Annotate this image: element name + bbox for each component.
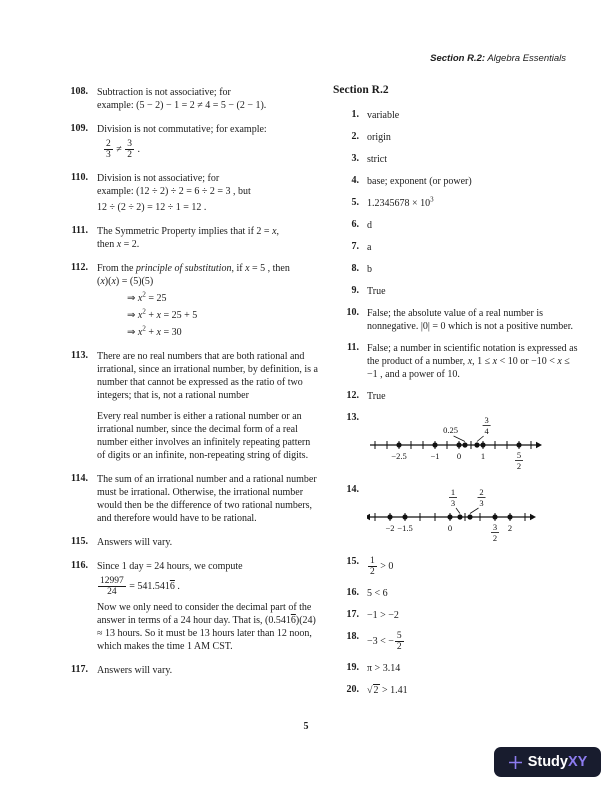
problem-number: 108.: [70, 86, 88, 97]
svg-text:2: 2: [492, 533, 498, 543]
svg-text:3: 3: [484, 415, 489, 425]
running-header-section: Section R.2:: [430, 53, 486, 64]
answer-10: [333, 307, 578, 333]
problem-116: [60, 560, 319, 653]
answer-16: [333, 587, 578, 600]
answer-3: [333, 153, 578, 166]
problem-body: The Symmetric Property implies that if 2 = x, then x = 2.: [97, 225, 280, 250]
answer-15: [333, 556, 578, 578]
problem-112: [60, 262, 319, 339]
problem-body: Since 1 day = 24 hours, we compute $\frac{12997}{24}$ = 541.5416 . Now we only need to consider the decimal part of the answer in terms of a 24 hour day. That is, (0.5416)(24) ≈ 13 hours. So it must be 13 hours later than 12 noon, which makes the time 1 AM CST.: [97, 560, 316, 652]
answer-14: [333, 484, 578, 547]
svg-text:−2.5: −2.5: [391, 451, 407, 461]
answer-body: π > 3.14: [367, 662, 401, 674]
svg-text:1: 1: [450, 487, 456, 497]
answer-1: [333, 109, 578, 122]
answer-body: False; a number in scientific notation is expressed as the product of a number, x, 1 ≤ x < 10 or −10 < x ≤ −1 , and a power of 10.: [367, 343, 578, 380]
answer-number: 19.: [346, 661, 359, 673]
svg-text:2: 2: [507, 523, 513, 533]
answer-2: [333, 131, 578, 144]
right-column: [333, 84, 578, 706]
answer-number: 11.: [347, 342, 359, 353]
answer-body: √2 > 1.41: [367, 684, 408, 696]
answer-body: 5 < 6: [367, 587, 388, 599]
answer-number: 8.: [351, 263, 359, 274]
number-line-figure-14: [367, 485, 541, 547]
answer-body: variable: [367, 110, 400, 121]
svg-text:3: 3: [492, 522, 498, 532]
answer-body: [367, 412, 578, 475]
answer-18: [333, 631, 578, 653]
plus-icon: [508, 755, 523, 770]
answer-number: 16.: [346, 586, 359, 598]
answer-6: [333, 219, 578, 232]
problem-117: [60, 664, 319, 677]
svg-text:−1: −1: [430, 451, 440, 461]
number-line-figure-13: [367, 413, 547, 475]
left-column: [60, 86, 319, 688]
answer-8: [333, 263, 578, 276]
problem-body: Division is not associative; for example: (12 ÷ 2) ÷ 2 = 6 ÷ 2 = 3 , but 12 ÷ (2 ÷ 2) = 12 ÷ 1 = 12 .: [97, 172, 251, 213]
svg-text:5: 5: [516, 450, 522, 460]
svg-text:0: 0: [456, 451, 462, 461]
answer-body: True: [367, 286, 386, 297]
svg-text:3: 3: [450, 498, 456, 508]
running-header: [430, 53, 566, 64]
problem-number: 115.: [71, 535, 88, 547]
answer-number: 15.: [346, 556, 359, 567]
answer-number: 13.: [346, 412, 359, 423]
answer-body: b: [367, 264, 372, 275]
problem-109: [60, 123, 319, 161]
problem-body: Answers will vary.: [97, 664, 173, 676]
answer-number: 20.: [346, 683, 359, 695]
problem-body: The sum of an irrational number and a rational number must be irrational. Otherwise, the irrational number would then be the difference of two rational numbers, and therefore would have to be rational.: [97, 473, 317, 524]
problem-number: 117.: [71, 663, 88, 675]
running-header-title: Algebra Essentials: [485, 53, 566, 64]
answer-number: 1.: [351, 109, 359, 120]
studyxy-logo: [494, 747, 601, 777]
problem-110: [60, 172, 319, 214]
answer-body: False; the absolute value of a real number is nonnegative. |0| = 0 which is not a positive number.: [367, 308, 574, 332]
answer-body: [367, 484, 578, 547]
answer-body: strict: [367, 154, 387, 165]
answer-20: [333, 684, 578, 697]
svg-text:2: 2: [516, 461, 522, 471]
answer-12: [333, 390, 578, 403]
answer-17: [333, 609, 578, 622]
answer-number: 12.: [346, 390, 359, 401]
svg-text:−2: −2: [385, 523, 395, 533]
problem-115: [60, 536, 319, 549]
svg-text:2: 2: [479, 487, 484, 497]
answer-number: 4.: [351, 175, 359, 186]
svg-text:1: 1: [480, 451, 486, 461]
answer-4: [333, 175, 578, 188]
problem-number: 111.: [71, 224, 88, 236]
svg-text:−1.5: −1.5: [397, 523, 413, 533]
answer-13: [333, 412, 578, 475]
answer-7: [333, 241, 578, 254]
svg-text:0: 0: [447, 523, 453, 533]
svg-text:0.25: 0.25: [443, 425, 459, 435]
answer-number: 14.: [346, 484, 359, 495]
answer-19: [333, 662, 578, 675]
problem-113: [60, 350, 319, 462]
problem-number: 110.: [71, 171, 88, 183]
problem-number: 116.: [71, 559, 88, 571]
answer-5: [333, 197, 578, 210]
problem-108: [60, 86, 319, 112]
answer-9: [333, 285, 578, 298]
answer-body: −1 > −2: [367, 609, 399, 621]
answer-body: a: [367, 242, 372, 253]
answer-number: 2.: [351, 131, 359, 142]
answer-body: base; exponent (or power): [367, 176, 472, 187]
logo-text-xy: XY: [567, 754, 588, 770]
problem-number: 109.: [70, 123, 88, 134]
answer-number: 7.: [351, 241, 359, 252]
answer-number: 18.: [346, 630, 359, 642]
answer-body: $\frac{1}{2}$ > 0: [370, 556, 394, 578]
svg-text:4: 4: [484, 426, 489, 436]
problem-111: [60, 225, 319, 251]
answer-11: [333, 342, 578, 381]
answer-number: 10.: [346, 307, 359, 318]
answer-body: d: [367, 220, 372, 231]
problem-number: 114.: [71, 472, 88, 484]
answer-number: 5.: [351, 197, 359, 208]
answer-body: origin: [367, 132, 391, 143]
problem-body: Subtraction is not associative; for example: (5 − 2) − 1 = 2 ≠ 4 = 5 − (2 − 1).: [97, 87, 267, 111]
answer-body: −3 < − $\frac{5}{2}$: [367, 630, 402, 653]
problem-body: From the principle of substitution, if x = 5 , then (x)(x) = (5)(5) ⇒ $x^2 = 25$ ⇒ $x^2 + x = 25 + 5$ ⇒ $x^2 + x = 30$: [97, 262, 290, 338]
answer-number: 9.: [351, 285, 359, 296]
answer-number: 17.: [346, 608, 359, 620]
logo-text-study: Study: [527, 754, 568, 770]
problem-body: Answers will vary.: [97, 536, 173, 548]
svg-text:3: 3: [479, 498, 484, 508]
problem-number: 113.: [71, 349, 88, 361]
page-number: 5: [303, 721, 309, 732]
answer-number: 6.: [351, 219, 359, 230]
section-heading: Section R.2: [333, 84, 389, 96]
answer-body: $1.2345678 \times 10^3$: [367, 195, 434, 209]
problem-114: [60, 473, 319, 525]
problem-body: Division is not commutative; for example: $\frac{2}{3}$ ≠ $\frac{3}{2}$ .: [97, 124, 267, 161]
answer-body: True: [367, 391, 386, 402]
answer-number: 3.: [351, 153, 359, 164]
problem-number: 112.: [71, 261, 88, 273]
problem-body: There are no real numbers that are both rational and irrational, since an irrational number, by definition, is a number that cannot be expressed as the ratio of two integers; that is, not a rational number Every real number is either a rational number or an irrational number, since the decimal form of a real number either involves an infinitely repeating pattern of digits or an infinite, non-repeating string of digits.: [97, 350, 318, 461]
